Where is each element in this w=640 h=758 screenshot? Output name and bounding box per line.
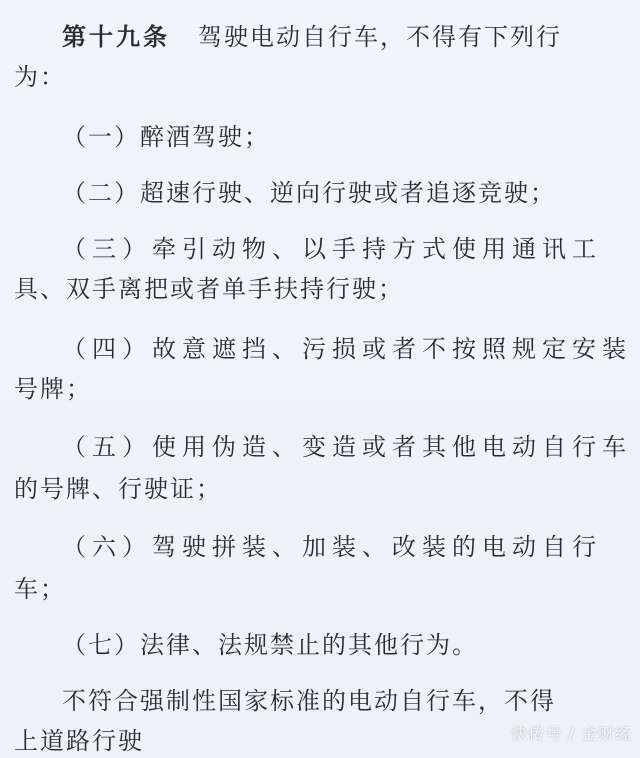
item-3-line1: （三）牵引动物、以手持方式使用通讯工 — [62, 235, 602, 263]
item-5-line2: 的号牌、行驶证； — [14, 475, 222, 503]
item-4-line1: （四）故意遮挡、污损或者不按照规定安装 — [62, 335, 632, 363]
item-4-line2: 号牌； — [14, 375, 92, 403]
closing-line2: 上道路行驶 — [14, 727, 144, 755]
closing-line1: 不符合强制性国家标准的电动自行车，不得 — [62, 687, 556, 715]
watermark-text: 快传号 / 金财经 — [511, 724, 632, 743]
item-2: （二）超速行驶、逆向行驶或者追逐竞驶； — [62, 179, 556, 207]
item-1: （一）醉酒驾驶； — [62, 123, 270, 151]
article-intro-part2: 为： — [14, 63, 66, 91]
item-6-line1: （六）驾驶拼装、加装、改装的电动自行 — [62, 533, 602, 561]
article-heading-line — [62, 20, 640, 54]
article-intro-part1: 驾驶电动自行车，不得有下列行 — [198, 23, 562, 51]
item-3-line2: 具、双手离把或者单手扶持行驶； — [14, 275, 404, 303]
item-7: （七）法律、法规禁止的其他行为。 — [62, 631, 478, 659]
item-5-line1: （五）使用伪造、变造或者其他电动自行车 — [62, 433, 632, 461]
article-title: 第十九条 — [62, 23, 170, 51]
item-6-line2: 车； — [14, 575, 66, 603]
